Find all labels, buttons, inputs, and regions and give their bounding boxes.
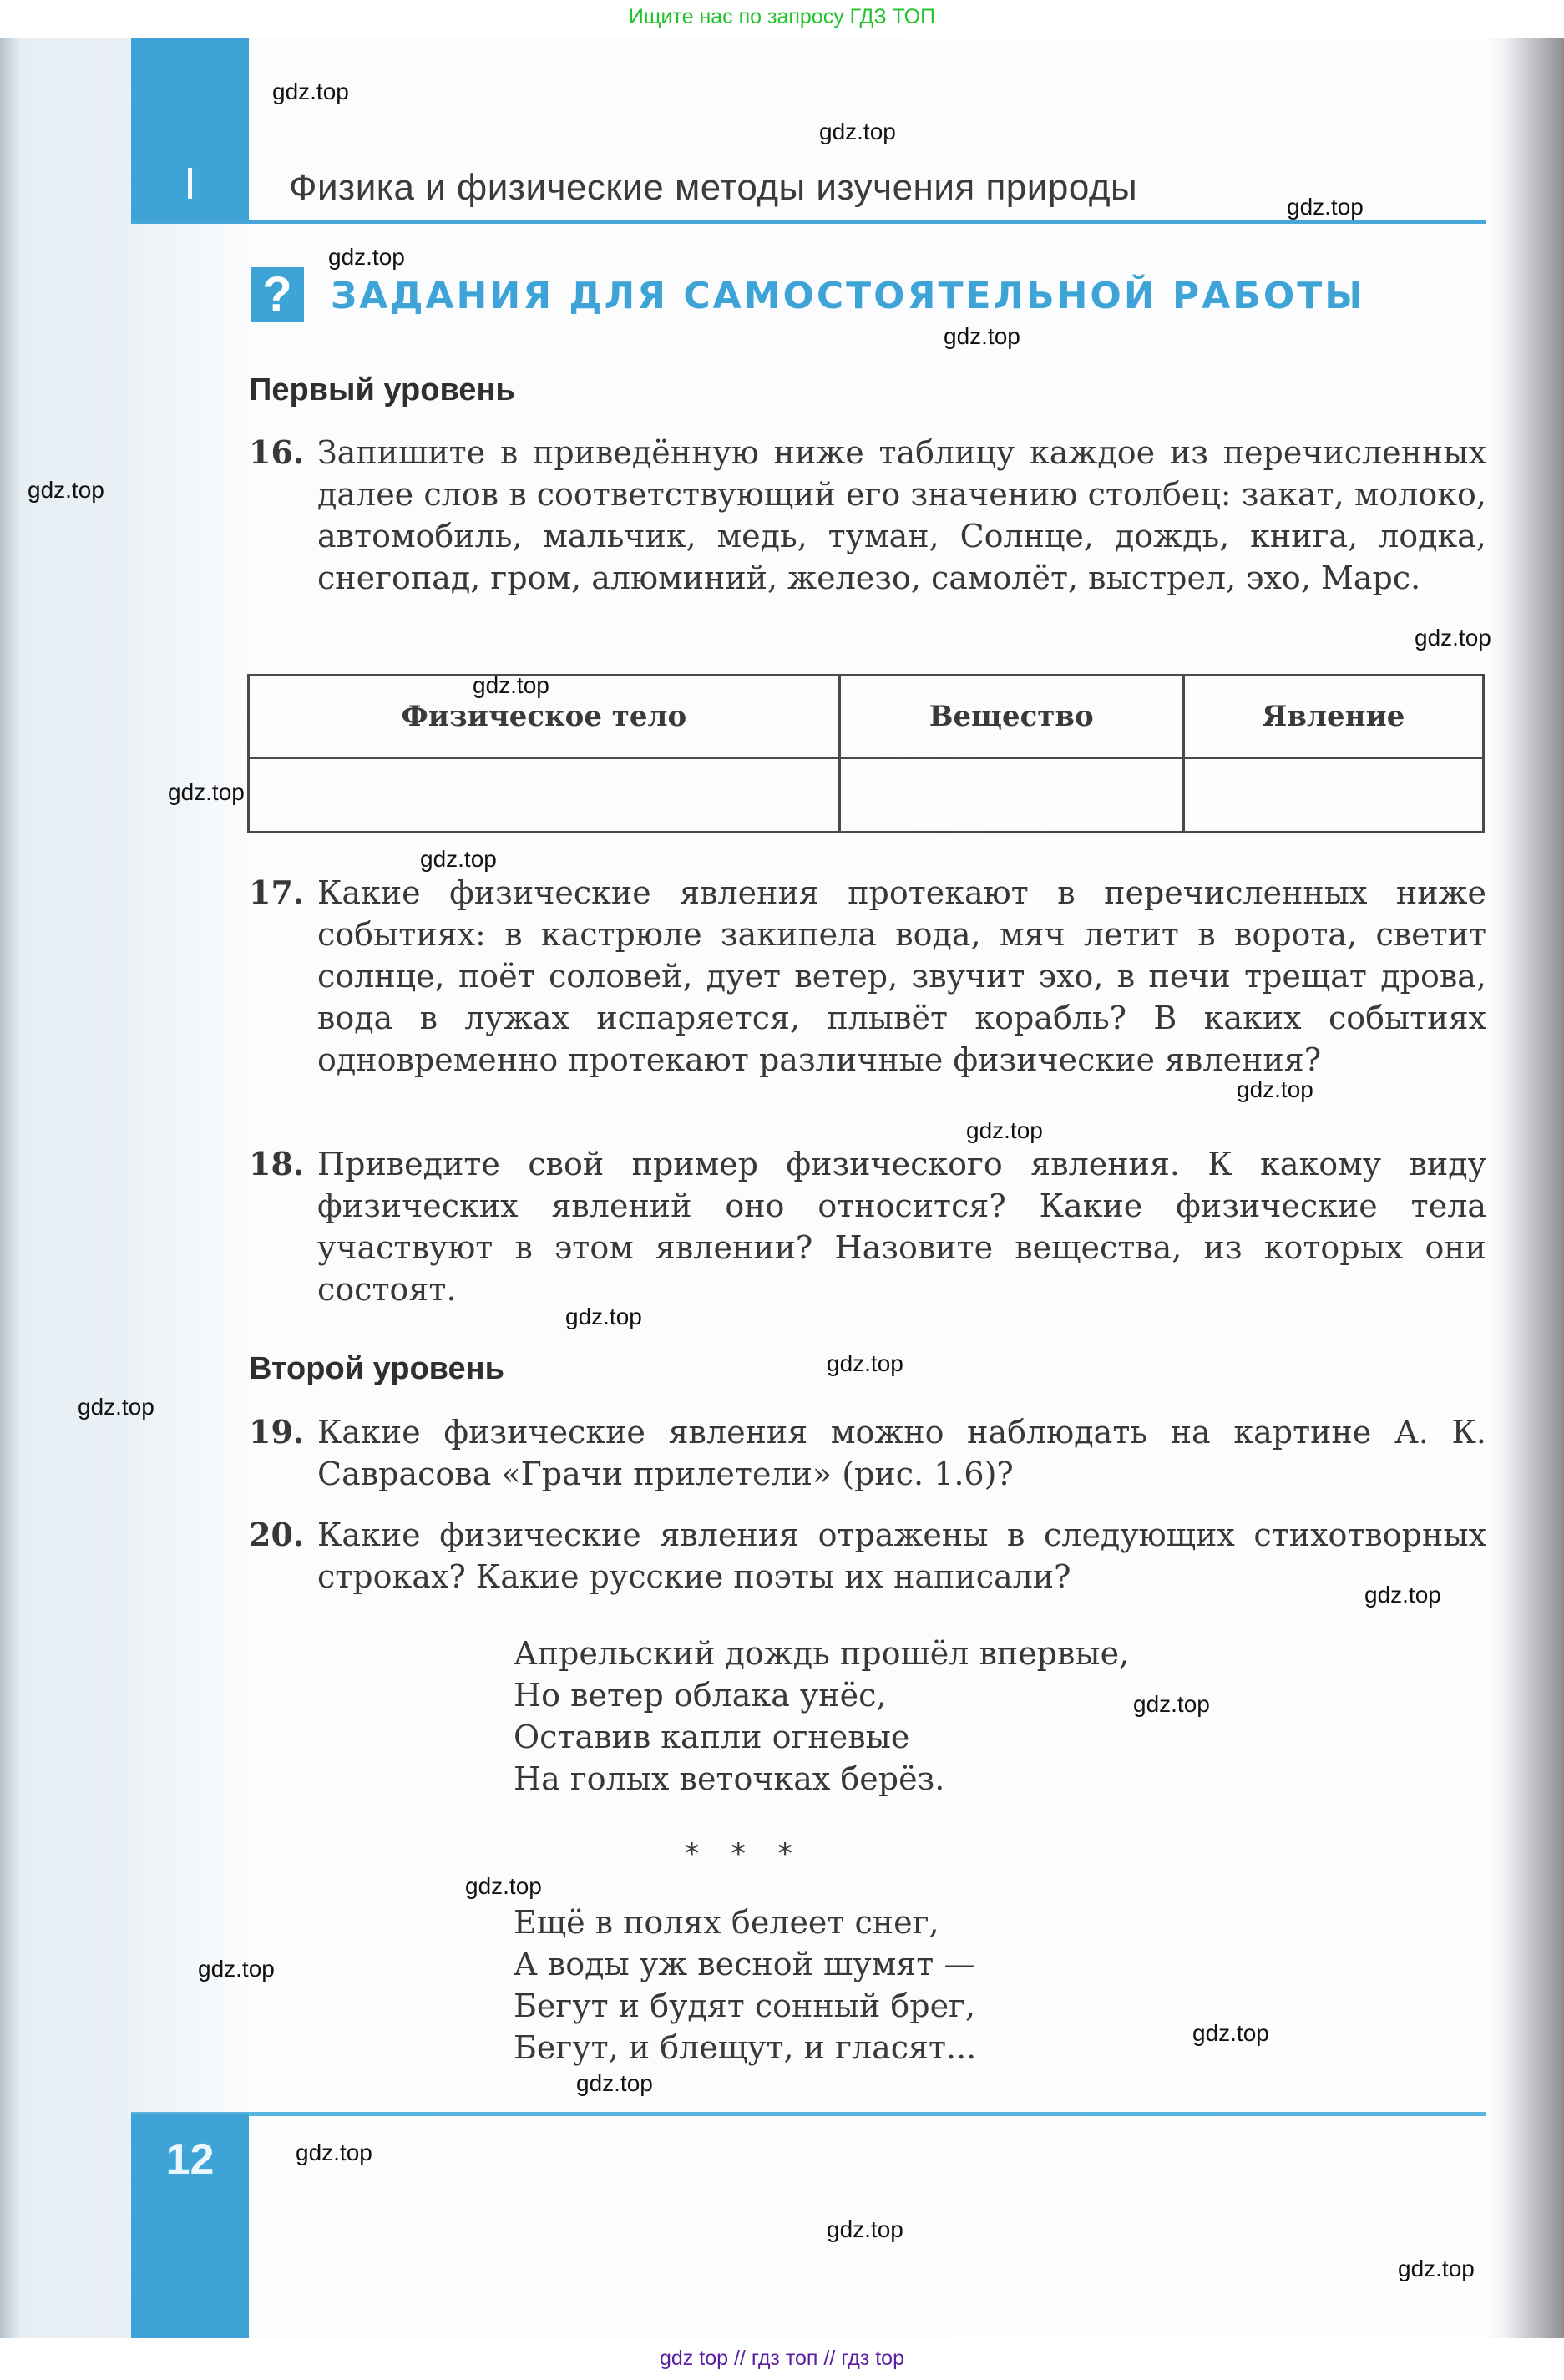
footer-link[interactable]: гдз top xyxy=(841,2347,904,2370)
watermark: gdz.top xyxy=(1133,1691,1210,1717)
poem-line: А воды уж весной шумят — xyxy=(514,1946,976,1982)
poem-line: Апрельский дождь прошёл впервые, xyxy=(514,1635,1130,1672)
poem-line: Ещё в полях белеет снег, xyxy=(514,1904,939,1941)
watermark: gdz.top xyxy=(473,672,549,698)
chapter-title: Физика и физические методы изучения природы xyxy=(289,167,1138,208)
watermark: gdz.top xyxy=(1398,2256,1475,2281)
poem-line: Оставив капли огневые xyxy=(514,1719,910,1755)
poem-line: Но ветер облака унёс, xyxy=(514,1677,887,1714)
footer-link[interactable]: gdz top xyxy=(660,2347,729,2370)
task-number: 17. xyxy=(249,874,305,911)
table-row xyxy=(249,758,1484,833)
footer-separator: // xyxy=(733,2347,746,2370)
watermark: gdz.top xyxy=(819,119,896,144)
page-left-edge xyxy=(0,38,18,2338)
footer-link[interactable]: гдз топ xyxy=(751,2347,818,2370)
column-header-physical-body: Физическое тело xyxy=(249,676,840,758)
task-number: 20. xyxy=(249,1516,305,1553)
watermark: gdz.top xyxy=(1364,1582,1441,1608)
watermark: gdz.top xyxy=(296,2139,372,2165)
task-text: Запишите в приведённую ниже таблицу каждое из перечисленных далее слов в соответствующий его значению столбец: закат, молоко, автомобиль, мальчик, медь, туман, Солнце, дождь, книга, лодка, снегопад, гром, алюминий, железо, самолёт, выстрел, эхо, Марс. xyxy=(317,434,1486,596)
task-number: 19. xyxy=(249,1413,305,1451)
poem-separator: * * * xyxy=(685,1837,804,1871)
task-20 xyxy=(249,1514,1486,1598)
task-number: 18. xyxy=(249,1145,305,1182)
watermark: gdz.top xyxy=(827,2216,903,2242)
chapter-number: I xyxy=(183,159,196,209)
watermark: gdz.top xyxy=(1287,194,1364,220)
watermark: gdz.top xyxy=(1237,1076,1313,1102)
poem-line: Бегут, и блещут, и гласят... xyxy=(514,2029,977,2066)
table-cell xyxy=(839,758,1183,833)
table-cell xyxy=(1183,758,1483,833)
task-text: Какие физические явления протекают в перечисленных ниже событиях: в кастрюле закипела вода, мяч летит в ворота, светит солнце, поёт соловей, дует ветер, звучит эхо, в печи трещат дрова, вода в лужах испаряется, плывёт корабль? В каких событиях одновременно протекают различные физические явления? xyxy=(317,874,1486,1078)
poem-line: На голых веточках берёз. xyxy=(514,1760,945,1797)
task-17 xyxy=(249,872,1486,1081)
footer-separator: // xyxy=(823,2347,836,2370)
footer-divider xyxy=(131,2112,1486,2116)
watermark: gdz.top xyxy=(28,477,104,503)
table-cell xyxy=(249,758,840,833)
watermark: gdz.top xyxy=(420,846,497,872)
watermark: gdz.top xyxy=(168,779,245,805)
task-16 xyxy=(249,432,1486,599)
watermark: gdz.top xyxy=(328,244,405,270)
page-number: 12 xyxy=(165,2135,215,2184)
section-title: ЗАДАНИЯ ДЛЯ САМОСТОЯТЕЛЬНОЙ РАБОТЫ xyxy=(331,275,1365,317)
watermark: gdz.top xyxy=(272,78,349,104)
task-19 xyxy=(249,1411,1486,1495)
watermark: gdz.top xyxy=(198,1956,275,1982)
header-divider xyxy=(131,220,1486,224)
task-number: 16. xyxy=(249,433,305,471)
watermark: gdz.top xyxy=(1192,2020,1269,2046)
top-banner[interactable]: Ищите нас по запросу ГДЗ ТОП xyxy=(628,5,936,28)
task-text: Приведите свой пример физического явления. К какому виду физических явлений оно относится? Какие физические тела участвуют в этом явлении? Назовите вещества, из которых они состоят. xyxy=(317,1146,1486,1308)
classification-table xyxy=(247,674,1485,833)
poem-line: Бегут и будят сонный брег, xyxy=(514,1988,976,2024)
watermark: gdz.top xyxy=(944,323,1020,349)
watermark: gdz.top xyxy=(465,1873,542,1899)
footer-links xyxy=(0,2347,1564,2371)
watermark: gdz.top xyxy=(576,2070,653,2096)
poem-2 xyxy=(514,1901,976,2069)
column-header-substance: Вещество xyxy=(839,676,1183,758)
watermark: gdz.top xyxy=(565,1304,642,1329)
watermark: gdz.top xyxy=(966,1117,1043,1143)
column-header-phenomenon: Явление xyxy=(1183,676,1483,758)
level-heading-first: Первый уровень xyxy=(249,372,515,408)
level-heading-second: Второй уровень xyxy=(249,1351,504,1386)
task-text: Какие физические явления можно наблюдать на картине А. К. Саврасова «Грачи прилетели» (рис. 1.6)? xyxy=(317,1414,1486,1492)
poem-1 xyxy=(514,1633,1129,1800)
task-text: Какие физические явления отражены в следующих стихотворных строках? Какие русские поэты их написали? xyxy=(317,1517,1486,1595)
table-header-row xyxy=(249,676,1484,758)
watermark: gdz.top xyxy=(78,1394,154,1420)
watermark: gdz.top xyxy=(1415,625,1491,651)
watermark: gdz.top xyxy=(827,1350,903,1376)
question-mark-icon: ? xyxy=(251,267,304,322)
task-18 xyxy=(249,1143,1486,1310)
